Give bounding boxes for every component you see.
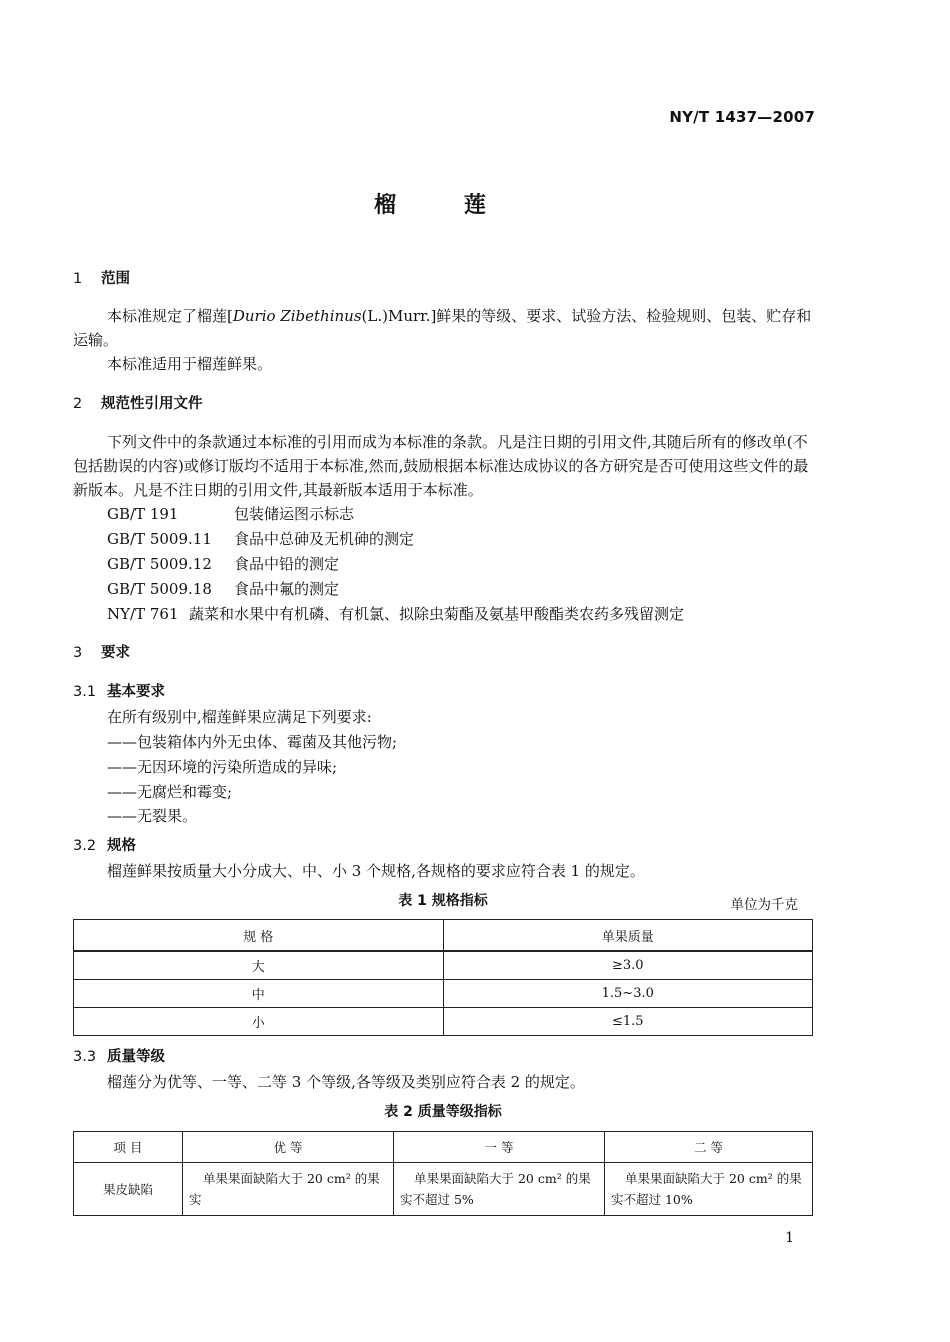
- list-item: ——无裂果。: [107, 807, 198, 825]
- table-2: [73, 1131, 813, 1216]
- table-2-caption: 表 2 质量等级指标: [384, 1104, 502, 1120]
- table-header-cell: 单果质量: [443, 920, 813, 952]
- section-3-heading: [73, 641, 130, 662]
- table-1-caption: 表 1 规格指标: [398, 893, 488, 909]
- section-3-3-heading: [73, 1045, 165, 1066]
- section-1-paragraph-2: 本标准适用于榴莲鲜果。: [107, 355, 273, 373]
- page-number: 1: [785, 1230, 794, 1246]
- section-number: 2: [73, 396, 83, 412]
- section-title: 要求: [101, 645, 130, 661]
- section-3-2-heading: [73, 834, 136, 855]
- section-title: 范围: [101, 271, 130, 287]
- table-cell: 小: [74, 1008, 444, 1036]
- section-3-3-paragraph: 榴莲分为优等、一等、二等 3 个等级,各等级及类别应符合表 2 的规定。: [107, 1073, 585, 1091]
- page-title: 榴 莲: [374, 193, 516, 218]
- section-number: 1: [73, 271, 83, 287]
- latin-name: Durio Zibethinus: [232, 307, 362, 325]
- section-3-1-heading: [73, 680, 165, 701]
- reference-item: NY/T 761 蔬菜和水果中有机磷、有机氯、拟除虫菊酯及氨基甲酸酯类农药多残留测定: [107, 605, 685, 623]
- reference-item: GB/T 5009.18 食品中氟的测定: [107, 580, 340, 598]
- section-number: 3: [73, 645, 83, 661]
- section-3-2-paragraph: 榴莲鲜果按质量大小分成大、中、小 3 个规格,各规格的要求应符合表 1 的规定。: [107, 862, 645, 880]
- list-item: ——无因环境的污染所造成的异味;: [107, 758, 338, 776]
- section-number: 3.3: [73, 1049, 97, 1065]
- section-2-paragraph: 下列文件中的条款通过本标准的引用而成为本标准的条款。凡是注日期的引用文件,其随后所有的修改单(不包括勘误的内容)或修订版均不适用于本标准,然而,鼓励根据本标准达成协议的各方研究是否可使用这些文件的最新版本。凡是不注日期的引用文件,其最新版本适用于本标准。: [73, 433, 809, 499]
- list-item: ——无腐烂和霉变;: [107, 783, 233, 801]
- document-id: NY/T 1437—2007: [669, 108, 815, 126]
- table-cell: 单果果面缺陷大于 20 cm² 的果实不超过 10%: [605, 1163, 813, 1216]
- table-header-cell: 一 等: [394, 1132, 605, 1163]
- table-cell: 1.5~3.0: [443, 980, 813, 1008]
- section-number: 3.1: [73, 684, 97, 700]
- section-title: 质量等级: [107, 1049, 165, 1065]
- table-header-cell: 项 目: [74, 1132, 183, 1163]
- table-cell: ≤1.5: [443, 1008, 813, 1036]
- table-row: [74, 951, 813, 980]
- table-header-cell: 规 格: [74, 920, 444, 952]
- table-cell: ≥3.0: [443, 951, 813, 980]
- table-1: [73, 919, 813, 1036]
- table-row: [74, 1163, 813, 1216]
- reference-item: GB/T 5009.11 食品中总砷及无机砷的测定: [107, 530, 415, 548]
- section-number: 3.2: [73, 838, 97, 854]
- list-item: ——包装箱体内外无虫体、霉菌及其他污物;: [107, 733, 398, 751]
- table-row: [74, 1008, 813, 1036]
- table-cell: 果皮缺陷: [74, 1163, 183, 1216]
- table-header-cell: 优 等: [183, 1132, 394, 1163]
- reference-item: GB/T 5009.12 食品中铅的测定: [107, 555, 340, 573]
- section-title: 基本要求: [107, 684, 165, 700]
- section-title: 规范性引用文件: [101, 396, 203, 412]
- section-2-heading: [73, 392, 203, 413]
- table-cell: 大: [74, 951, 444, 980]
- table-header-cell: 二 等: [605, 1132, 813, 1163]
- table-cell: 单果果面缺陷大于 20 cm² 的果实不超过 5%: [394, 1163, 605, 1216]
- table-header-row: [74, 920, 813, 952]
- table-header-row: [74, 1132, 813, 1163]
- table-row: [74, 980, 813, 1008]
- section-1-paragraph-1: 本标准规定了榴莲[Durio Zibethinus(L.)Murr.]鲜果的等级、要求、试验方法、检验规则、包装、贮存和运输。: [73, 307, 812, 349]
- section-1-heading: [73, 267, 130, 288]
- table-1-unit: 单位为千克: [730, 897, 798, 913]
- table-cell: 中: [74, 980, 444, 1008]
- reference-item: GB/T 191 包装储运图示标志: [107, 505, 355, 523]
- section-3-1-intro: 在所有级别中,榴莲鲜果应满足下列要求:: [107, 708, 372, 726]
- table-cell: 单果果面缺陷大于 20 cm² 的果实: [183, 1163, 394, 1216]
- section-title: 规格: [107, 838, 136, 854]
